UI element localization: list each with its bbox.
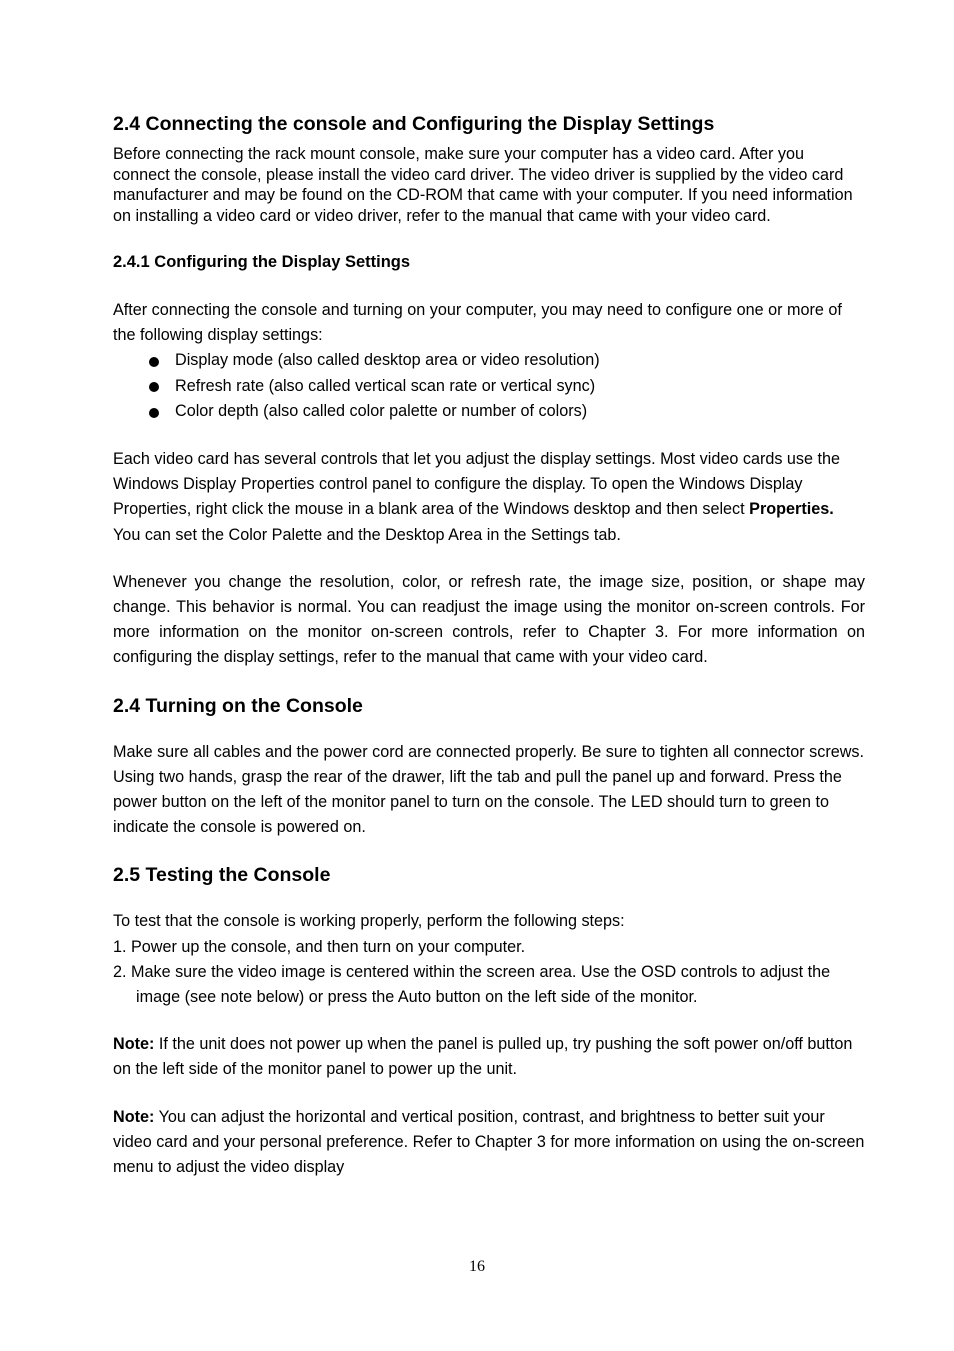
list-item: 1. Power up the console, and then turn on your computer. bbox=[113, 937, 526, 956]
bullet-icon bbox=[149, 357, 159, 367]
display-settings-list bbox=[113, 348, 865, 425]
list-item-text: Display mode (also called desktop area or video resolution) bbox=[175, 351, 600, 370]
list-item bbox=[113, 399, 865, 425]
section-heading-testing: 2.5 Testing the Console bbox=[113, 864, 331, 887]
display-properties-text: Each video card has several controls that let you adjust the display settings. Most video cards use the Windows Display Properties control panel to configure the display. To open the Windows Display Properties, right click the mouse in a blank area of the Windows desktop and then select bbox=[113, 449, 841, 519]
list-item: 2. Make sure the video image is centered within the screen area. Use the OSD controls to adjust the image (see note below) or press the Auto button on the left side of the monitor. bbox=[113, 962, 831, 1006]
testing-intro: To test that the console is working properly, perform the following steps: bbox=[113, 912, 625, 931]
bullet-icon bbox=[149, 408, 159, 418]
subsection-heading-display-settings: 2.4.1 Configuring the Display Settings bbox=[113, 253, 411, 271]
page-number: 16 bbox=[469, 1258, 485, 1275]
display-properties-paragraph bbox=[113, 447, 865, 548]
turning-on-paragraph: Make sure all cables and the power cord are connected properly. Be sure to tighten all connector screws. Using two hands, grasp the rear of the drawer, lift the tab and pull the panel up and forward. Press the power button on the left of the monitor panel to turn on the console. The LED should turn to green to indicate the console is powered on. bbox=[113, 742, 865, 837]
list-item bbox=[113, 374, 865, 400]
note-text: If the unit does not power up when the panel is pulled up, try pushing the soft power on/off button on the left side of the monitor panel to power up the unit. bbox=[113, 1035, 853, 1079]
note-label: Note: bbox=[113, 1107, 155, 1126]
testing-steps-list bbox=[113, 935, 865, 1011]
note-label: Note: bbox=[113, 1035, 155, 1054]
bullet-icon bbox=[149, 382, 159, 392]
document-page bbox=[113, 111, 865, 1180]
display-settings-intro: After connecting the console and turning on your computer, you may need to configure one or more of the following display settings: bbox=[113, 301, 842, 345]
list-item-text: Refresh rate (also called vertical scan rate or vertical sync) bbox=[175, 376, 596, 395]
note-adjust-display bbox=[113, 1105, 865, 1181]
section-heading-connecting-console: 2.4 Connecting the console and Configuring the Display Settings bbox=[113, 113, 715, 135]
resolution-change-paragraph: Whenever you change the resolution, color, or refresh rate, the image size, position, or shape may change. This behavior is normal. You can readjust the image using the monitor on-screen controls. For more information on the monitor on-screen controls, refer to Chapter 3. For more information on configuring the display settings, refer to the manual that came with your video card. bbox=[113, 572, 865, 667]
list-item-text: Color depth (also called color palette or number of colors) bbox=[175, 402, 588, 421]
properties-term: Properties. bbox=[749, 500, 834, 519]
note-text: You can adjust the horizontal and vertical position, contrast, and brightness to better suit your video card and your personal preference. Refer to Chapter 3 for more information on using the on-screen menu to adjust the video display bbox=[113, 1107, 865, 1176]
section-heading-turning-on: 2.4 Turning on the Console bbox=[113, 694, 363, 717]
note-power-up bbox=[113, 1032, 865, 1082]
list-item bbox=[113, 348, 865, 374]
display-properties-text-end: You can set the Color Palette and the Desktop Area in the Settings tab. bbox=[113, 525, 621, 544]
connecting-console-intro: Before connecting the rack mount console, make sure your computer has a video card. After you connect the console, please install the video card driver. The video driver is supplied by the video card manufacturer and may be found on the CD-ROM that came with your computer. If you need information on installing a video card or video driver, refer to the manual that came with your video card. bbox=[113, 145, 853, 225]
